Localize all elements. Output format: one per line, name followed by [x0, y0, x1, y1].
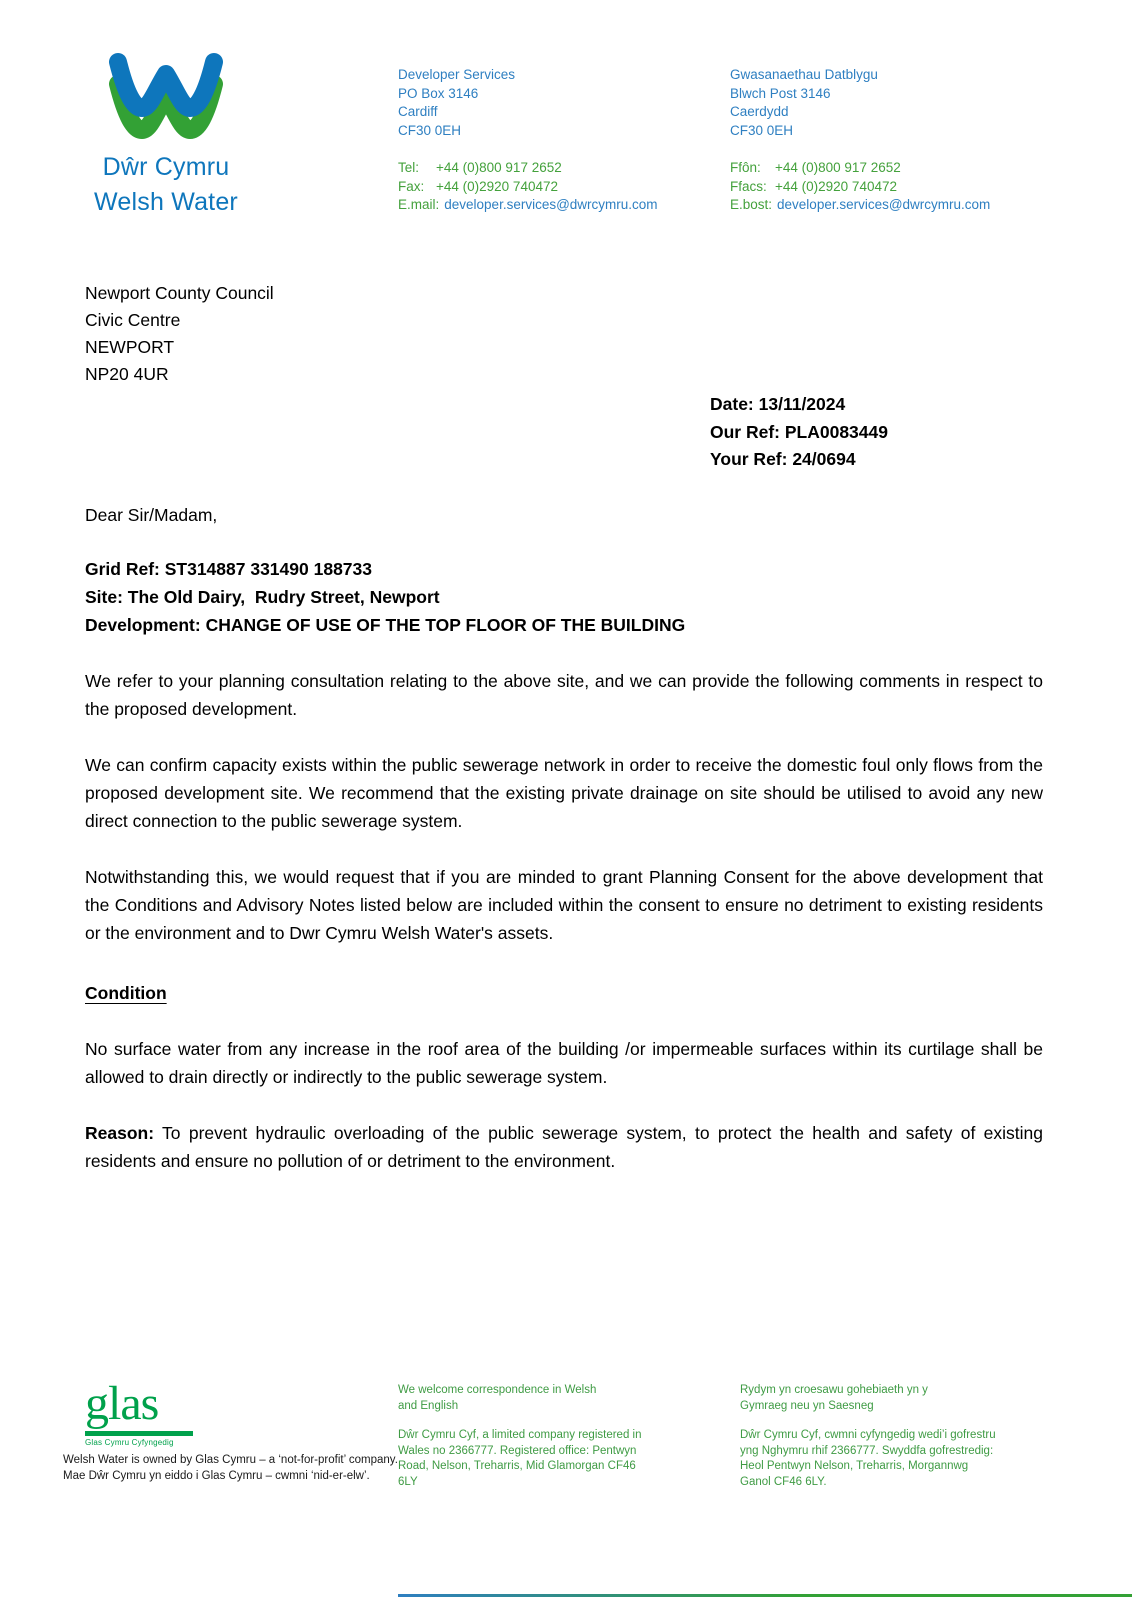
development-line: Development: CHANGE OF USE OF THE TOP FLOOR OF THE BUILDING [85, 615, 686, 635]
ownership-note [63, 1453, 398, 1484]
welsh-water-logo [68, 48, 264, 220]
fax-number: +44 (0)2920 740472 [436, 178, 558, 194]
phone-block-english [398, 159, 658, 215]
email-address: developer.services@dwrcymru.com [444, 197, 658, 212]
company-registration-welsh: Dŵr Cymru Cyf, cwmni cyfyngedig wedi’i gofrestru yng Nghymru rhif 2366777. Swyddfa gofrestredig: Heol Pentwyn Nelson, Treharris, Morgannwg Ganol CF46 6LY. [740, 1429, 996, 1488]
glas-logo-bar [85, 1431, 193, 1436]
welcome-note-welsh: Rydym yn croesawu gohebiaeth yn y Gymraeg neu yn Saesneg [740, 1384, 928, 1412]
wave-w-logo-icon [106, 48, 226, 144]
address-line: Blwch Post 3146 [730, 85, 831, 101]
logo-text-welsh-water: Welsh Water [94, 188, 238, 216]
your-ref: Your Ref: 24/0694 [710, 449, 856, 469]
tel-label: Ffôn: [730, 160, 761, 175]
email-address: developer.services@dwrcymru.com [777, 197, 991, 212]
welcome-note-english: We welcome correspondence in Welsh and English [398, 1384, 597, 1412]
contact-block-welsh [730, 66, 990, 215]
our-ref: Our Ref: PLA0083449 [710, 421, 888, 442]
ownership-welsh: Mae Dŵr Cymru yn eiddo i Glas Cymru – cwmni ‘nid-er-elw’. [63, 1469, 370, 1482]
paragraph-capacity: We can confirm capacity exists within the public sewerage network in order to receive the domestic foul only flows from the proposed development site. We recommend that the existing private drainage on site should be utilised to avoid any new direct connection to the public sewerage system. [85, 755, 1043, 831]
glas-caption: Glas Cymru Cyfyngedig [85, 1438, 174, 1447]
logo-text-dwr-cymru: Dŵr Cymru [102, 153, 230, 181]
recipient-line: Newport County Council [85, 283, 274, 303]
email-label: E.bost: [730, 197, 773, 212]
letter-date: Date: 13/11/2024 [710, 394, 846, 414]
subject-block [85, 555, 1043, 639]
address-line: PO Box 3146 [398, 85, 479, 101]
site-line: Site: The Old Dairy, Rudry Street, Newport [85, 587, 440, 607]
glas-wordmark: glas [85, 1377, 159, 1430]
address-line: Cardiff [398, 104, 438, 119]
letter-body [85, 501, 1043, 1175]
footer-welsh-column [740, 1383, 998, 1490]
recipient-line: Civic Centre [85, 310, 181, 330]
reference-block [710, 391, 888, 474]
salutation: Dear Sir/Madam, [85, 505, 218, 525]
department-name: Gwasanaethau Datblygu [730, 67, 878, 82]
contact-block-english [398, 66, 658, 215]
email-line [398, 196, 658, 215]
reason-text: To prevent hydraulic overloading of the public sewerage system, to protect the health and safety of existing residents and ensure no pollution of or detriment to the environment. [85, 1123, 1043, 1171]
ownership-english: Welsh Water is owned by Glas Cymru – a ‘not-for-profit’ company. [63, 1454, 398, 1466]
postal-address-english [398, 66, 658, 140]
fax-label: Ffacs: [730, 178, 767, 194]
department-name: Developer Services [398, 67, 516, 82]
phone-block-welsh [730, 159, 990, 215]
recipient-line: NEWPORT [85, 337, 175, 357]
tel-line [398, 159, 658, 178]
address-line: CF30 0EH [730, 122, 794, 138]
address-line: Caerdydd [730, 104, 789, 119]
recipient-address [85, 280, 274, 388]
fax-number: +44 (0)2920 740472 [775, 178, 897, 194]
tel-number: +44 (0)800 917 2652 [436, 160, 562, 175]
glas-logo [85, 1378, 193, 1447]
paragraph-intro: We refer to your planning consultation relating to the above site, and we can provide the following comments in respect to the proposed development. [85, 671, 1043, 719]
tel-label: Tel: [398, 160, 420, 175]
tel-number: +44 (0)800 917 2652 [775, 160, 901, 175]
fax-label: Fax: [398, 178, 425, 194]
condition-heading: Condition [85, 983, 167, 1003]
company-registration-english: Dŵr Cymru Cyf, a limited company registered in Wales no 2366777. Registered office: Pentwyn Road, Nelson, Treharris, Mid Glamorgan CF46 6LY [398, 1429, 642, 1488]
postal-address-welsh [730, 66, 990, 140]
recipient-line: NP20 4UR [85, 364, 169, 384]
address-line: CF30 0EH [398, 122, 462, 138]
fax-line [398, 178, 658, 197]
tel-line [730, 159, 990, 178]
paragraph-request: Notwithstanding this, we would request that if you are minded to grant Planning Consent for the above development that the Conditions and Advisory Notes listed below are included within the consent to ensure no detriment to existing residents or the environment and to Dwr Cymru Welsh Water's assets. [85, 867, 1043, 943]
fax-line [730, 178, 990, 197]
condition-text: No surface water from any increase in the roof area of the building /or impermeable surfaces within its curtilage shall be allowed to drain directly or indirectly to the public sewerage system. [85, 1039, 1043, 1087]
email-line [730, 196, 990, 215]
reason-label: Reason: [85, 1123, 155, 1143]
grid-ref-line: Grid Ref: ST314887 331490 188733 [85, 559, 372, 579]
reason-paragraph [85, 1119, 1043, 1175]
footer-english-column [398, 1383, 656, 1490]
email-label: E.mail: [398, 197, 440, 212]
bottom-accent-bar [398, 1594, 1132, 1597]
